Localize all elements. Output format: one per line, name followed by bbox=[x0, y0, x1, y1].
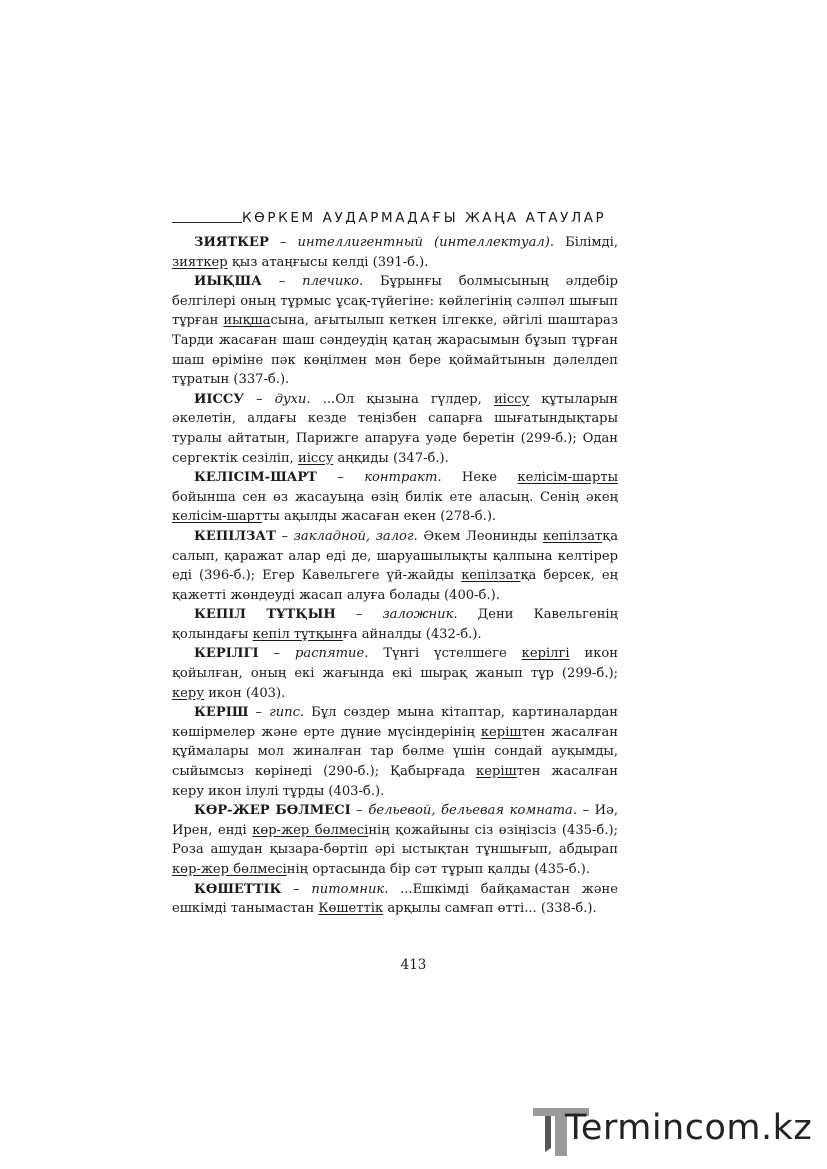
entry-translation: распятие. bbox=[295, 646, 369, 662]
entry-usage: керіш bbox=[476, 764, 517, 780]
entry-usage: келісім-шарт bbox=[172, 509, 263, 525]
entry-term: КӨР-ЖЕР БӨЛМЕСІ bbox=[194, 803, 351, 819]
entry-term: ИЫҚША bbox=[194, 274, 262, 290]
entry-translation: духи. bbox=[274, 391, 311, 407]
entry-usage: келісім-шарты bbox=[517, 470, 618, 486]
entry-term: КЕПІЛЗАТ bbox=[194, 528, 276, 544]
dictionary-entry: КӨР-ЖЕР БӨЛМЕСІ – бельевой, бельевая комната. – Иә, Ирен, енді көр-жер бөлмесінің қожайыны сіз өзіңізсіз (435-б.); Роза ашудан қызара-бөртіп әрі ыстықтан тұншығып, абдырап көр-жер бөлмесінің ортасында бір сәт тұрып қалды (435-б.). bbox=[172, 803, 619, 877]
entry-term: КЕЛІСІМ-ШАРТ bbox=[194, 470, 317, 486]
entry-term: ИІССУ bbox=[194, 391, 244, 407]
dictionary-body bbox=[172, 233, 618, 919]
dictionary-entry: ИІССУ – духи. ...Ол қызына гүлдер, иіссу құтыларын әкелетін, алдағы кезде теңізбен сапарға шығатындықтары туралы айтатын, Парижге апаруға уәде беретін (299-б.); Одан сергектік сезіліп, иіссу аңқиды (347-б.). bbox=[172, 391, 618, 466]
header-rule bbox=[172, 222, 242, 223]
entry-translation: контракт. bbox=[364, 470, 442, 486]
entry-translation: бельевой, бельевая комната. bbox=[368, 803, 578, 819]
dictionary-entry: КЕРІШ – гипс. Бұл сөздер мына кітаптар, картиналардан көшірмелер және ерте дүние мүсіндерінің керіштен жасалған құймалары мол жиналған тар бөлме үшін сондай ауқымды, сыйымсыз көрінеді (290-б.); Қабырғада керіштен жасалған керу икон ілулі тұрды (403-б.). bbox=[172, 705, 618, 799]
dictionary-entry: КЕПІЛЗАТ – закладной, залог. Әкем Леонинды кепілзатқа салып, қаражат алар еді де, шаруашылықты қалпына келтірер еді (396-б.); Егер Кавельгеге үй-жайды кепілзатқа берсек, ең қажетті жөндеуді жасап алуға болады (400-б.). bbox=[172, 528, 619, 603]
entry-term: КЕРІЛГІ bbox=[194, 646, 259, 662]
dictionary-entry: ЗИЯТКЕР – интеллигентный (интеллектуал). Білімді, зияткер қыз атаңғысы келді (391-б.). bbox=[172, 235, 618, 270]
entry-term: КЕПІЛ ТҰТҚЫН bbox=[194, 607, 336, 623]
header-title: КӨРКЕМ АУДАРМАДАҒЫ ЖАҢА АТАУЛАР bbox=[242, 210, 607, 226]
entry-translation: заложник. bbox=[382, 607, 458, 623]
dictionary-entry: КЕРІЛГІ – распятие. Түнгі үстелшеге керілгі икон қойылған, оның екі жағында екі шырақ жанып тұр (299-б.); керу икон (403). bbox=[172, 646, 618, 701]
entry-usage: иіссу bbox=[298, 450, 334, 466]
entry-translation: интеллигентный (интеллектуал). bbox=[297, 235, 555, 250]
entry-usage: иықша bbox=[223, 313, 271, 329]
entry-usage: керілгі bbox=[521, 646, 570, 662]
entry-usage: зияткер bbox=[172, 254, 228, 270]
dictionary-entry: КӨШЕТТІК – питомник. ...Ешкімді байқамастан және ешкімді танымастан Көшеттік арқылы самғап өтті... (338-б.). bbox=[172, 881, 618, 917]
entry-usage: кепілзат bbox=[542, 528, 603, 544]
entry-usage: көр-жер бөлмесі bbox=[172, 862, 287, 877]
entry-usage: көр-жер бөлмесі bbox=[252, 822, 369, 838]
entry-translation: питомник. bbox=[311, 881, 389, 897]
entry-usage: иіссу bbox=[493, 391, 530, 407]
logo-wordmark: Termincom.kz bbox=[565, 1108, 813, 1148]
entry-usage: керіш bbox=[480, 724, 522, 740]
dictionary-entry: КЕЛІСІМ-ШАРТ – контракт. Неке келісім-шарты бойынша сен өз жасауыңа өзің билік ете аласың. Сенің әкең келісім-шартты ақылды жасаған екен (278-б.). bbox=[172, 470, 618, 525]
entry-usage: кепілзат bbox=[461, 568, 521, 584]
entry-usage: керу bbox=[172, 685, 205, 701]
entry-usage: кепіл тұтқын bbox=[252, 626, 343, 642]
entry-translation: закладной, залог. bbox=[293, 528, 418, 544]
entry-translation: плечико. bbox=[302, 274, 364, 290]
running-header bbox=[172, 210, 622, 226]
dictionary-entry: ИЫҚША – плечико. Бұрынғы болмысының әлдебір белгілері оның тұрмыс ұсақ-түйегіне: көйлегінің сәлпәл шығып тұрған иықшасына, ағытылып кеткен ілгекке, әйгілі шаштараз Тарди жасаған шаш сәндеудің қатаң жарасымын бұзып тұрған шаш өріміне пәк көңілмен мән бере қоймайтынын дәлелдеп тұратын (337-б.). bbox=[172, 274, 618, 388]
termincom-watermark-logo bbox=[527, 1100, 827, 1160]
dictionary-entry: КЕПІЛ ТҰТҚЫН – заложник. Дени Кавельгенің қолындағы кепіл тұтқынға айналды (432-б.). bbox=[172, 607, 619, 642]
entry-term: КӨШЕТТІК bbox=[194, 881, 282, 897]
entry-term: КЕРІШ bbox=[194, 705, 249, 721]
entry-usage: Көшеттік bbox=[318, 901, 384, 917]
page-number: 413 bbox=[400, 957, 427, 973]
entry-translation: гипс. bbox=[269, 705, 305, 721]
entry-term: ЗИЯТКЕР bbox=[194, 235, 269, 250]
